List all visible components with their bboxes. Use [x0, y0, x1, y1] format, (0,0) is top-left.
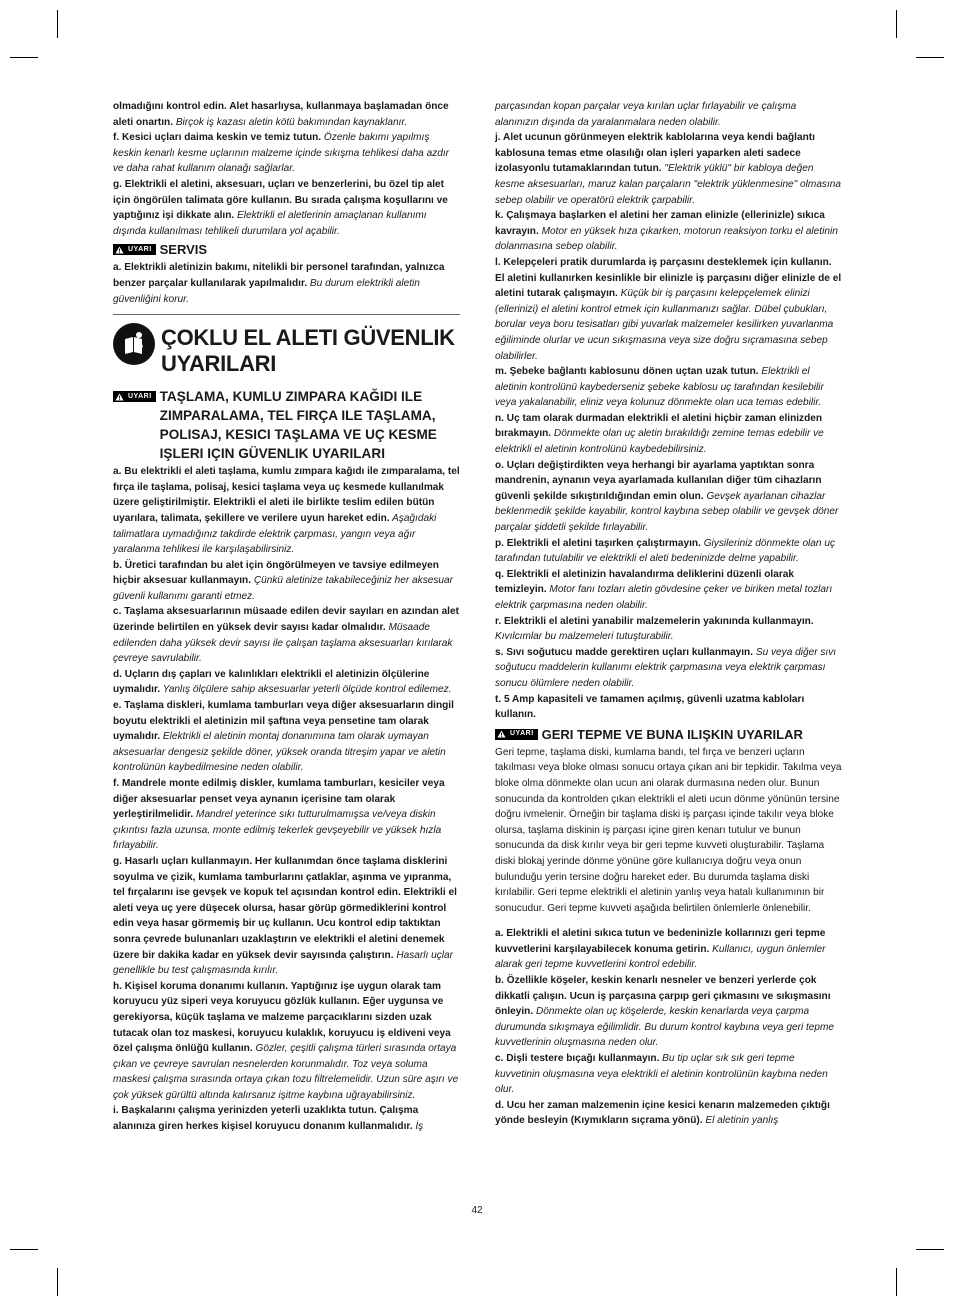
- italic-text: Bu durum elektrikli aletin güvenliğini korur.: [113, 277, 420, 305]
- crop-mark: [57, 10, 58, 38]
- bold-text: a. Bu elektrikli el aleti taşlama, kumlu zımpara kağıdı ile zımparalama, tel fırça ile taşlama, polisaj, kesici taşlama veya uç kesmede kullanılmak üzere geliştirilmiştir. Elektrikli el aleti ile birlikte teslim edilen bütün uyarılara, talimata, şekillere ve verilere uyun hareket edin.: [113, 466, 460, 524]
- bold-text: olmadığını kontrol edin. Alet hasarlıysa, kullanmaya başlamadan önce aleti onartın.: [113, 101, 449, 128]
- bold-text: p. Elektrikli el aletini taşırken çalıştırmayın.: [495, 537, 701, 549]
- italic-text: Birçok iş kazası aletin kötü bakımından kaynaklanır.: [173, 116, 408, 128]
- italic-text: Gözler, çeşitli çalışma türleri sırasında ortaya çıkan ve çevreye savrulan nesnelerden korunmalıdır. Toz veya soluma maskesi çalışma sırasında ortaya çıkan tozu filtrelemelidir. Uzun süre aşırı ve çok yüksek gürültü altında kalırsanız işitme kaybına uğrayabilirsiniz.: [113, 1043, 459, 1101]
- bold-text: t. 5 Amp kapasiteli ve tamamen açılmış, güvenli uzatma kabloları kullanın.: [495, 693, 805, 721]
- crop-mark: [916, 57, 944, 58]
- intro-paragraphs: [113, 99, 460, 239]
- paragraph: [495, 692, 842, 723]
- bold-text: s. Sıvı soğutucu madde gerektiren uçları kullanmayın.: [495, 646, 754, 658]
- italic-text: Küçük bir iş parçasını kelepçelemek elinizi (ellerinizi) el aletini kontrol etmek için kullanmanızı sağlar. Dübel çubukları, borular veya boru tesisatları gibi yuvarlak malzemeler kesilirken yuvarlanma eğiliminde olurlar ve ucun sıkışmasına veya size doğru sıçramasına sebep olabilirler.: [495, 288, 834, 362]
- paragraph: [495, 99, 842, 130]
- right-column: [495, 99, 842, 1129]
- crop-mark: [896, 1268, 897, 1296]
- bold-text: r. Elektrikli el aletini yanabilir malzemelerin yakınında kullanmayın.: [495, 615, 814, 627]
- paragraph: [113, 99, 460, 130]
- bold-text: a. Elektrikli el aletini sıkıca tutun ve bedeninizle kollarınızı geri tepme kuvvetlerini karşılayabilecek konuma getirin.: [495, 928, 826, 955]
- crop-mark: [10, 57, 38, 58]
- bold-text: b. Özellikle köşeler, keskin kenarlı nesneler ve benzeri yerlerde çok dikkatli çalışın. Ucun iş parçasına çarpıp geri çıkmasını ve sıkışmasını önleyin.: [495, 975, 831, 1018]
- right-paragraphs: [495, 99, 842, 723]
- bold-text: i. Başkalarını çalışma yerinizden yeterli uzaklıkta tutun. Çalışma alanınıza giren herkes kişisel koruyucu donanım kullanmalıdır.: [113, 1105, 419, 1133]
- bold-text: h. Kişisel koruma donanımı kullanın. Yaptığınız işe uygun olarak tam koruyucu yüz siperi veya koruyucu gözlük kullanın. Eğer uygunsa ve gerekiyorsa, küçük taşlama ve malzeme parçacıklarını sizden uzak tutacak olan toz maskesi, koruyucu kulaklık, koruyucu iş eldiveni veya özel çalışma önlüğü kullanın.: [113, 980, 451, 1055]
- warning-badge-label: UYARI: [510, 730, 534, 738]
- italic-text: Müsaade edilenden daha yüksek devir sayısı ile çalışan taşlama aksesuarları kırılarak çevreye savrulabilir.: [113, 622, 453, 665]
- paragraph: [113, 558, 460, 605]
- paragraph: [113, 667, 460, 698]
- bold-text: d. Ucu her zaman malzemenin içine kesici kenarın malzemeden çıktığı yönde besleyin (Kıymıkların sıçrama yönü).: [495, 1099, 830, 1127]
- italic-text: İş: [412, 1121, 424, 1133]
- paragraph: [495, 1098, 842, 1129]
- servis-paragraphs: [113, 260, 460, 307]
- bold-text: j. Alet ucunun görünmeyen elektrik kablolarına veya kendi bağlantı kablosuna temas etme olasılığı olan işleri yaparken aleti sadece izolasyonlu tutamaklarından tutun.: [495, 132, 815, 175]
- paragraph: [495, 458, 842, 536]
- read-manual-icon: [113, 323, 155, 365]
- italic-text: Motor fanı tozları aletin gövdesine çeker ve biriken metal tozları elektrik çarpmasına neden olabilir.: [495, 584, 833, 611]
- paragraph: [495, 536, 842, 567]
- spacer: [495, 916, 842, 926]
- warning-triangle-icon: [497, 730, 506, 738]
- italic-text: Kullanıcı, uygun önlemler alarak geri tepme kuvvetlerini kontrol edebilir.: [495, 943, 826, 971]
- kickback-heading-text: GERI TEPME VE BUNA ILIŞKIN UYARILAR: [541, 726, 803, 742]
- italic-text: Aşağıdaki talimatlara uymadığınız takdirde elektrik çarpması, yangın veya ağır yaralanma tehlikesi ile karşılaşabilirsiniz.: [113, 512, 437, 556]
- paragraph: [495, 926, 842, 973]
- bold-text: e. Taşlama diskleri, kumlama tamburları veya diğer aksesuarların dingil boyutu elektrikli el aletinizin mil şaftına veya pensetine tam olarak uymalıdır.: [113, 700, 454, 743]
- paragraph: [113, 979, 460, 1104]
- crop-mark: [10, 1249, 38, 1250]
- italic-text: Elektrikli el aletlerinin amaçlanan kullanımı dışında kullanılması tehlikeli durumlara yol açabilir.: [113, 210, 427, 237]
- grinding-section-paragraphs: [113, 464, 460, 1135]
- bold-text: a. Elektrikli aletinizin bakımı, nitelikli bir personel tarafından, yalnızca benzer parçalar kullanılarak yapılmalıdır.: [113, 262, 445, 289]
- main-title: [113, 323, 460, 377]
- warning-badge: [495, 729, 538, 740]
- bold-text: g. Elektrikli el aletini, aksesuarı, uçları ve benzerlerini, bu özel tip alet için öngörülen talimata göre kullanın. Bu sırada çalışma koşullarını ve yaptığınız işi dikkate alın.: [113, 178, 448, 222]
- bold-text: g. Hasarlı uçları kullanmayın. Her kullanımdan önce taşlama disklerini soyulma ve çizik, kumlama tamburlarını çatlaklar, aşınma ve yıpranma, tel fırçalarını ise gevşek ve kopuk tel açısından kontrol edin. Elektrikli el aleti veya uç yere düşecek olursa, hasar görüp görmediklerini kontrol edin veya hasar görmemiş bir uç kullanın. Ucu kontrol edip taktıktan sonra çevrede bulunanları uzaklaştırın ve elektrikli el aletini denemek üzere bir dakika kadar en yüksek devir sayısında çalıştırın.: [113, 855, 457, 961]
- bold-text: k. Çalışmaya başlarken el aletini her zaman elinizle (ellerinizle) sıkıca kavrayın.: [495, 210, 825, 237]
- paragraph: [113, 604, 460, 666]
- page-number: 42: [471, 1205, 483, 1216]
- paragraph: [113, 177, 460, 239]
- left-column: [113, 99, 460, 1135]
- italic-text: "Elektrik yüklü" bir kabloya değen kesme aksesuarları, maruz kalan parçaların "elektrik yüklenmesine" olmasına sebep olabilir ve operatörü elektrik çarpabilir.: [495, 163, 842, 206]
- italic-text: Elektrikli el aletinin montaj donanımına tam olarak uymayan aksesuarlar dengesiz şekilde döner, yüksek oranda titreşim yapar ve aletin kontrolünün kaybedilmesine neden olabilir.: [113, 731, 446, 774]
- bold-text: b. Üretici tarafından bu alet için öngörülmeyen ve tavsiye edilmeyen hiçbir aksesuar kullanmayın.: [113, 559, 439, 587]
- italic-text: Dönmekte olan uç aletin bırakıldığı zemine temas edebilir ve elektrikli el aletinin kontrolünü kaybedebilirsiniz.: [495, 428, 824, 456]
- grinding-section-heading: [113, 387, 460, 463]
- bold-text: c. Taşlama aksesuarlarının müsaade edilen devir sayıları en azından alet üzerinde belirtilen en yüksek devir sayısı kadar olmalıdır.: [113, 606, 459, 634]
- bold-text: q. Elektrikli el aletinizin havalandırma deliklerini düzenli olarak temizleyin.: [495, 568, 794, 596]
- kickback-paragraphs: [495, 926, 842, 1129]
- warning-badge-label: UYARI: [128, 393, 152, 401]
- bold-text: o. Uçları değiştirdikten veya herhangi bir ayarlama yaptıktan sonra mandrenin, aynanın veya ayarlamada kullanılan diğer tüm cihazların güvenli şekilde sıkıştırıldığından emin olun.: [495, 459, 822, 502]
- kickback-body: Geri tepme, taşlama diski, kumlama bandı, tel fırça ve benzeri uçların takılması veya bloke olması sonucu ortaya çıkan ani bir tepkidir. Takılma veya bloke olma dönmekte olan ucun ani olarak durmasına neden olur. Bunun sonucunda da kontrolden çıkan elektrikli el aleti ucun dönme yönünün tersine doğru ivmelenir. Örneğin bir taşlama diski iş parçası içinde takılır veya bloke olursa, taşlama diskinin iş parçası içine giren kenarı tutulur ve bunun sonucunda da disk kırılır veya bir geri tepme kuvveti oluşturabilir. Taşlama diski blokaj yerinde dönme yönüne göre kullanıcıya doğru veya onun bulunduğu yerin tersine doğru hareket eder. Bu durumda taşlama diski kırılabilir. Geri tepme elektrikli el aletinin yanlış veya hatalı kullanımının bir sonucudur. Geri tepme kuvveti aşağıda belirtilen önlemlerle önlenebilir.: [495, 746, 842, 914]
- italic-text: Kıvılcımlar bu malzemeleri tutuşturabilir.: [495, 631, 674, 643]
- italic-text: Hasarlı uçlar genellikle bu test çalışmasında kırılır.: [113, 949, 453, 977]
- paragraph: [495, 255, 842, 364]
- servis-heading: [113, 242, 460, 258]
- warning-badge: [113, 391, 156, 402]
- bold-text: c. Dişli testere bıçağı kullanmayın.: [495, 1053, 660, 1065]
- crop-mark: [916, 1249, 944, 1250]
- bold-text: m. Şebeke bağlantı kablosunu dönen uçtan uzak tutun.: [495, 366, 759, 378]
- italic-text: Giysileriniz dönmekte olan uç tarafından tutulabilir ve elektrikli el aleti bedeninizde delme yapabilir.: [495, 537, 835, 565]
- paragraph: [495, 567, 842, 614]
- bold-text: l. Kelepçeleri pratik durumlarda iş parçasını desteklemek için kullanın. El aletini kullanırken kesinlikle bir elinizle iş parçasını diğer elinizle de el aletini tutarak çalışmayın.: [495, 256, 842, 300]
- crop-mark: [896, 10, 897, 38]
- paragraph: [113, 260, 460, 307]
- warning-badge-label: UYARI: [128, 245, 152, 253]
- italic-text: parçasından kopan parçalar veya kırılan uçlar fırlayabilir ve çalışma alanınızın dışında da yaralanmalara neden olabilir.: [495, 101, 797, 128]
- paragraph: [495, 1051, 842, 1098]
- paragraph: [113, 698, 460, 776]
- paragraph: [113, 1103, 460, 1134]
- italic-text: Dönmekte olan uç köşelerde, keskin kenarlarda veya çarpma durumunda sıkışmaya eğilimlidir. Bu durum kontrol kaybına veya geri tepme kuvvetlerinin oluşmasına neden olur.: [495, 1006, 835, 1049]
- warning-badge: [113, 244, 156, 255]
- italic-text: El aletinin yanlış: [702, 1115, 779, 1127]
- paragraph: [113, 464, 460, 558]
- grinding-section-heading-text: TAŞLAMA, KUMLU ZIMPARA KAĞIDI ILE ZIMPARALAMA, TEL FIRÇA ILE TAŞLAMA, POLISAJ, KESICI TAŞLAMA VE UÇ KESME IŞLERI IÇIN GÜVENLIK UYARILARI: [159, 389, 437, 462]
- italic-text: Elektrikli el aletinin kontrolünü kaybederseniz şebeke kablosu uç tarafından kesilebilir veya yakalanabilir, eliniz veya kolunuz dönmekte olan uca temas edebilir.: [495, 366, 824, 409]
- italic-text: Bu tip uçlar sık sık geri tepme kuvvetinin oluşmasına veya elektrikli el aletinin kontrolünün kaybına neden olur.: [495, 1053, 828, 1096]
- bold-text: d. Uçların dış çapları ve kalınlıkları elektrikli el aletinizin ölçülerine uymalıdır.: [113, 668, 430, 696]
- italic-text: Motor en yüksek hıza çıkarken, motorun reaksiyon torku el aletinin dolanmasına sebep olabilir.: [495, 225, 838, 253]
- paragraph: [495, 208, 842, 255]
- italic-text: Yanlış ölçülere sahip aksesuarlar yeterli ölçüde kontrol edilemez.: [160, 684, 452, 696]
- warning-triangle-icon: [115, 246, 124, 254]
- warning-triangle-icon: [115, 393, 124, 401]
- italic-text: Su veya diğer sıvı soğutucu maddelerin kullanımı elektrik çarpmasına veya elektrik çarpması sonucu ölümlere neden olabilir.: [495, 646, 837, 689]
- bold-text: f. Mandrele monte edilmiş diskler, kumlama tamburları, kesiciler veya diğer aksesuarlar penset veya aynanın içerisine tam olarak yerleştirilmelidir.: [113, 778, 445, 821]
- servis-heading-text: SERVIS: [159, 242, 208, 258]
- paragraph: [495, 364, 842, 411]
- paragraph: [495, 614, 842, 645]
- kickback-heading: [495, 727, 842, 743]
- italic-text: Mandrel yeterince sıkı tutturulmamışsa ve/veya diskin çıkıntısı fazla uzunsa, monte edilmiş tekerlek gevşeyebilir ve yüksek hızla fırlayabilir.: [113, 809, 442, 852]
- paragraph: [495, 973, 842, 1051]
- italic-text: Özenle bakımı yapılmış keskin kenarlı kesme uçlarının malzeme içinde sıkışma tehlikesi daha azdır ve daha rahat kullanım olanağı sağlarlar.: [113, 132, 450, 175]
- paragraph: [113, 776, 460, 854]
- crop-mark: [57, 1268, 58, 1296]
- bold-text: n. Uç tam olarak durmadan elektrikli el aletini hiçbir zaman elinizden bırakmayın.: [495, 412, 823, 440]
- paragraph: [113, 130, 460, 177]
- bold-text: f. Kesici uçları daima keskin ve temiz tutun.: [113, 132, 322, 144]
- paragraph: [495, 645, 842, 692]
- main-title-text: ÇOKLU EL ALETI GÜVENLIK UYARILARI: [161, 325, 455, 377]
- paragraph: [113, 854, 460, 979]
- italic-text: Çünkü aletinize takabileceğiniz her aksesuar güvenli kullanımı garanti etmez.: [113, 575, 454, 602]
- paragraph: [495, 411, 842, 458]
- section-divider: [113, 314, 460, 315]
- paragraph: [495, 130, 842, 208]
- italic-text: Gevşek ayarlanan cihazlar beklenmedik şekilde kayabilir, kontrol kaybına sebep olabilir ve gevşek döner parçalar şiddetli şekilde fırlayabilir.: [495, 490, 839, 534]
